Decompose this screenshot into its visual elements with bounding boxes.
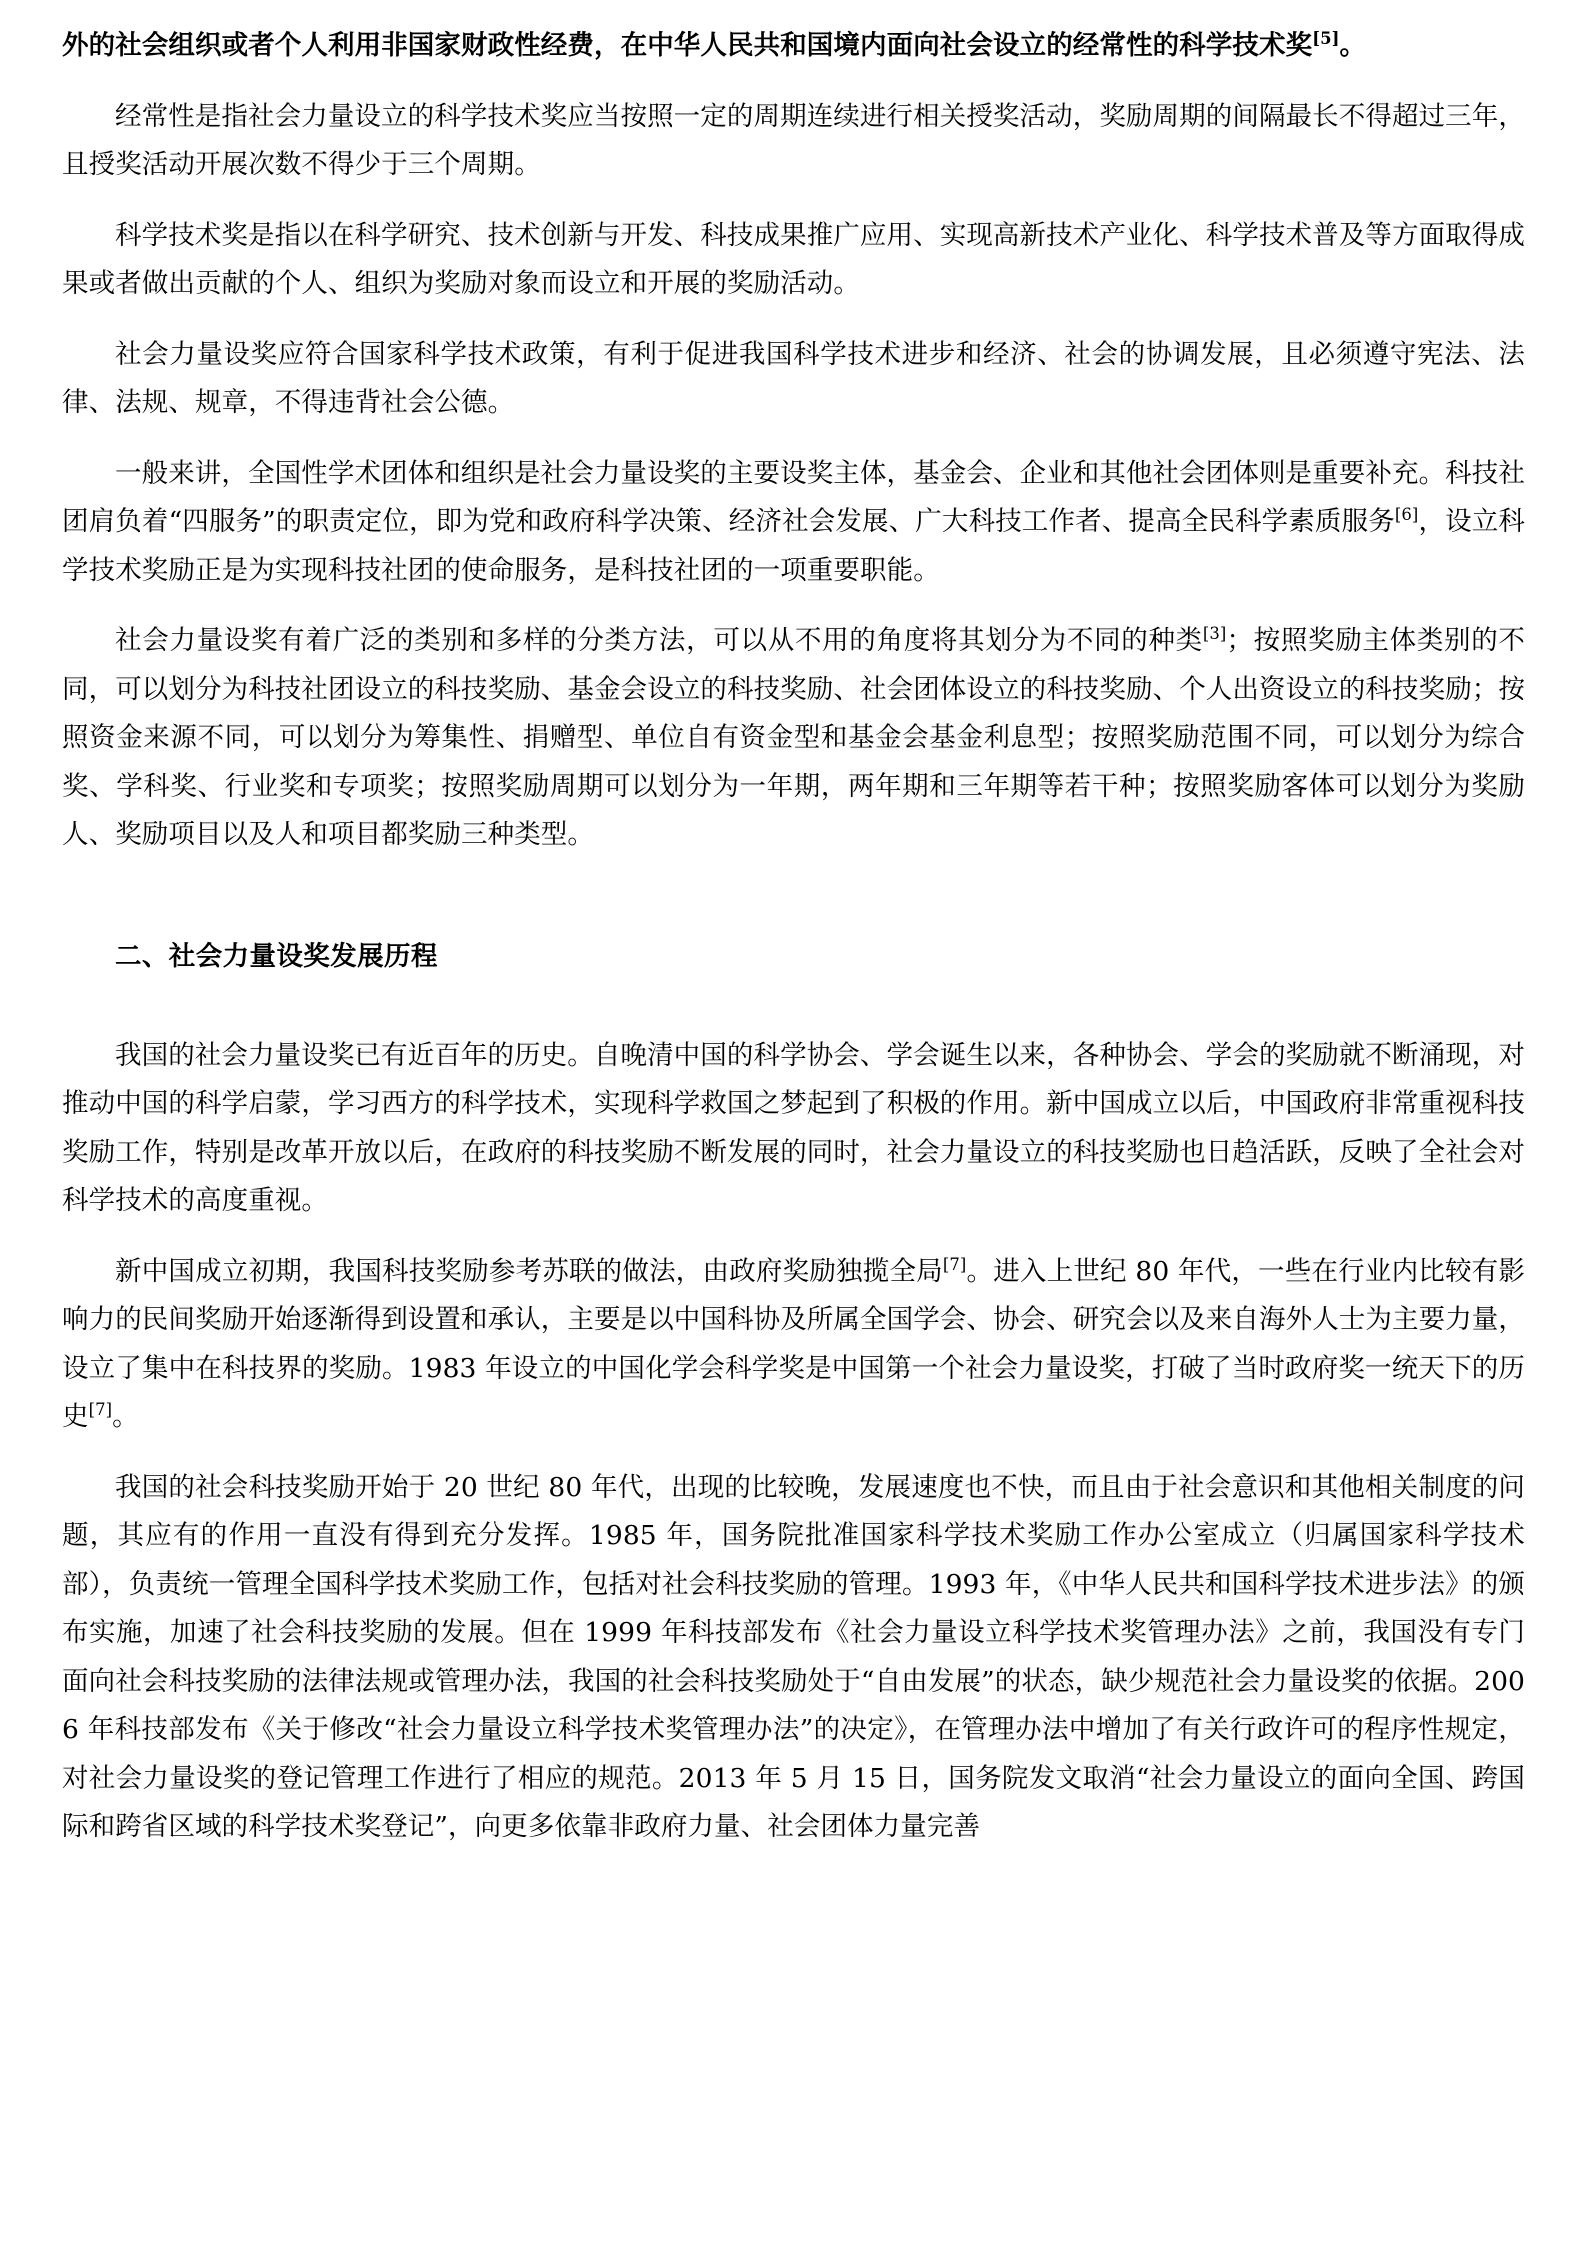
paragraph-spacer — [62, 1442, 1525, 1464]
paragraph-award-subjects: 一般来讲，全国性学术团体和组织是社会力量设奖的主要设奖主体，基金会、企业和其他社会团体则是重要补充。科技社团肩负着“四服务”的职责定位，即为党和政府科学决策、经济社会发展、广大科技工作者、提高全民科学素质服务[6]，设立科学技术奖励正是为实现科技社团的使命服务，是科技社团的一项重要职能。 — [62, 457, 1525, 586]
paragraph-history-century: 我国的社会力量设奖已有近百年的历史。自晚清中国的科学协会、学会诞生以来，各种协会、学会的奖励就不断涌现，对推动中国的科学启蒙，学习西方的科学技术，实现科学救国之梦起到了积极的作用。新中国成立以后，中国政府非常重视科技奖励工作，特别是改革开放以后，在政府的科技奖励不断发展的同时，社会力量设立的科技奖励也日趋活跃，反映了全社会对科学技术的高度重视。 — [62, 1039, 1525, 1216]
footnote-reference: [3] — [1202, 624, 1227, 644]
paragraph-spacer — [62, 190, 1525, 212]
paragraph-definition: 科学技术奖是指以在科学研究、技术创新与开发、科技成果推广应用、实现高新技术产业化、科学技术普及等方面取得成果或者做出贡献的个人、组织为奖励对象而设立和开展的奖励活动。 — [62, 219, 1525, 299]
footnote-reference: [5] — [1312, 29, 1340, 49]
paragraph-early-prc: 新中国成立初期，我国科技奖励参考苏联的做法，由政府奖励独揽全局[7]。进入上世纪 80 年代，一些在行业内比较有影响力的民间奖励开始逐渐得到设置和承认，主要是以中国科协及所属全国学会、协会、研究会以及来自海外人士为主要力量，设立了集中在科技界的奖励。1983 年设立的中国化学会科学奖是中国第一个社会力量设奖，打破了当时政府奖一统天下的历史[7]。 — [62, 1254, 1525, 1432]
paragraph-policy: 社会力量设奖应符合国家科学技术政策，有利于促进我国科学技术进步和经济、社会的协调发展，且必须遵守宪法、法律、法规、规章，不得违背社会公德。 — [62, 338, 1525, 418]
paragraph-carryover: 外的社会组织或者个人利用非国家财政性经费，在中华人民共和国境内面向社会设立的经常性的科学技术奖[5]。 — [62, 29, 1367, 61]
footnote-reference: [6] — [1394, 505, 1419, 525]
paragraph-regulation-history: 我国的社会科技奖励开始于 20 世纪 80 年代，出现的比较晚，发展速度也不快，而且由于社会意识和其他相关制度的问题，其应有的作用一直没有得到充分发挥。1985 年，国务院批准国家科学技术奖励工作办公室成立（归属国家科学技术部），负责统一管理全国科学技术奖励工作，包括对社会科技奖励的管理。1993 年，《中华人民共和国科学技术进步法》的颁布实施，加速了社会科技奖励的发展。但在 1999 年科技部发布《社会力量设立科学技术奖管理办法》之前，我国没有专门面向社会科技奖励的法律法规或管理办法，我国的社会科技奖励处于“自由发展”的状态，缺少规范社会力量设奖的依据。2006 年科技部发布《关于修改“社会力量设立科学技术奖管理办法”的决定》，在管理办法中增加了有关行政许可的程序性规定，对社会力量设奖的登记管理工作进行了相应的规范。2013 年 5 月 15 日，国务院发文取消“社会力量设立的面向全国、跨国际和跨省区域的科学技术奖登记”，向更多依靠非政府力量、社会团体力量完善 — [62, 1471, 1525, 1842]
footnote-reference: [7] — [942, 1254, 967, 1274]
paragraph-spacer — [62, 595, 1525, 617]
paragraph-spacer — [62, 71, 1525, 93]
paragraph-classification: 社会力量设奖有着广泛的类别和多样的分类方法，可以从不用的角度将其划分为不同的种类[3]；按照奖励主体类别的不同，可以划分为科技社团设立的科技奖励、基金会设立的科技奖励、社会团体设立的科技奖励、个人出资设立的科技奖励；按照资金来源不同，可以划分为筹集性、捐赠型、单位自有资金型和基金会基金利息型；按照奖励范围不同，可以划分为综合奖、学科奖、行业奖和专项奖；按照奖励周期可以划分为一年期，两年期和三年期等若干种；按照奖励客体可以划分为奖励人、奖励项目以及人和项目都奖励三种类型。 — [62, 624, 1526, 850]
footnote-reference: [7] — [88, 1400, 113, 1420]
paragraph-spacer — [62, 428, 1525, 450]
document-body — [62, 22, 1525, 1852]
paragraph-spacer — [62, 1226, 1525, 1248]
paragraph-regularity: 经常性是指社会力量设立的科学技术奖应当按照一定的周期连续进行相关授奖活动，奖励周期的间隔最长不得超过三年，且授奖活动开展次数不得少于三个周期。 — [62, 100, 1525, 180]
section-spacer — [62, 980, 1525, 1032]
section-heading-development-history: 二、社会力量设奖发展历程 — [115, 940, 438, 972]
section-spacer — [62, 860, 1525, 934]
paragraph-spacer — [62, 309, 1525, 331]
